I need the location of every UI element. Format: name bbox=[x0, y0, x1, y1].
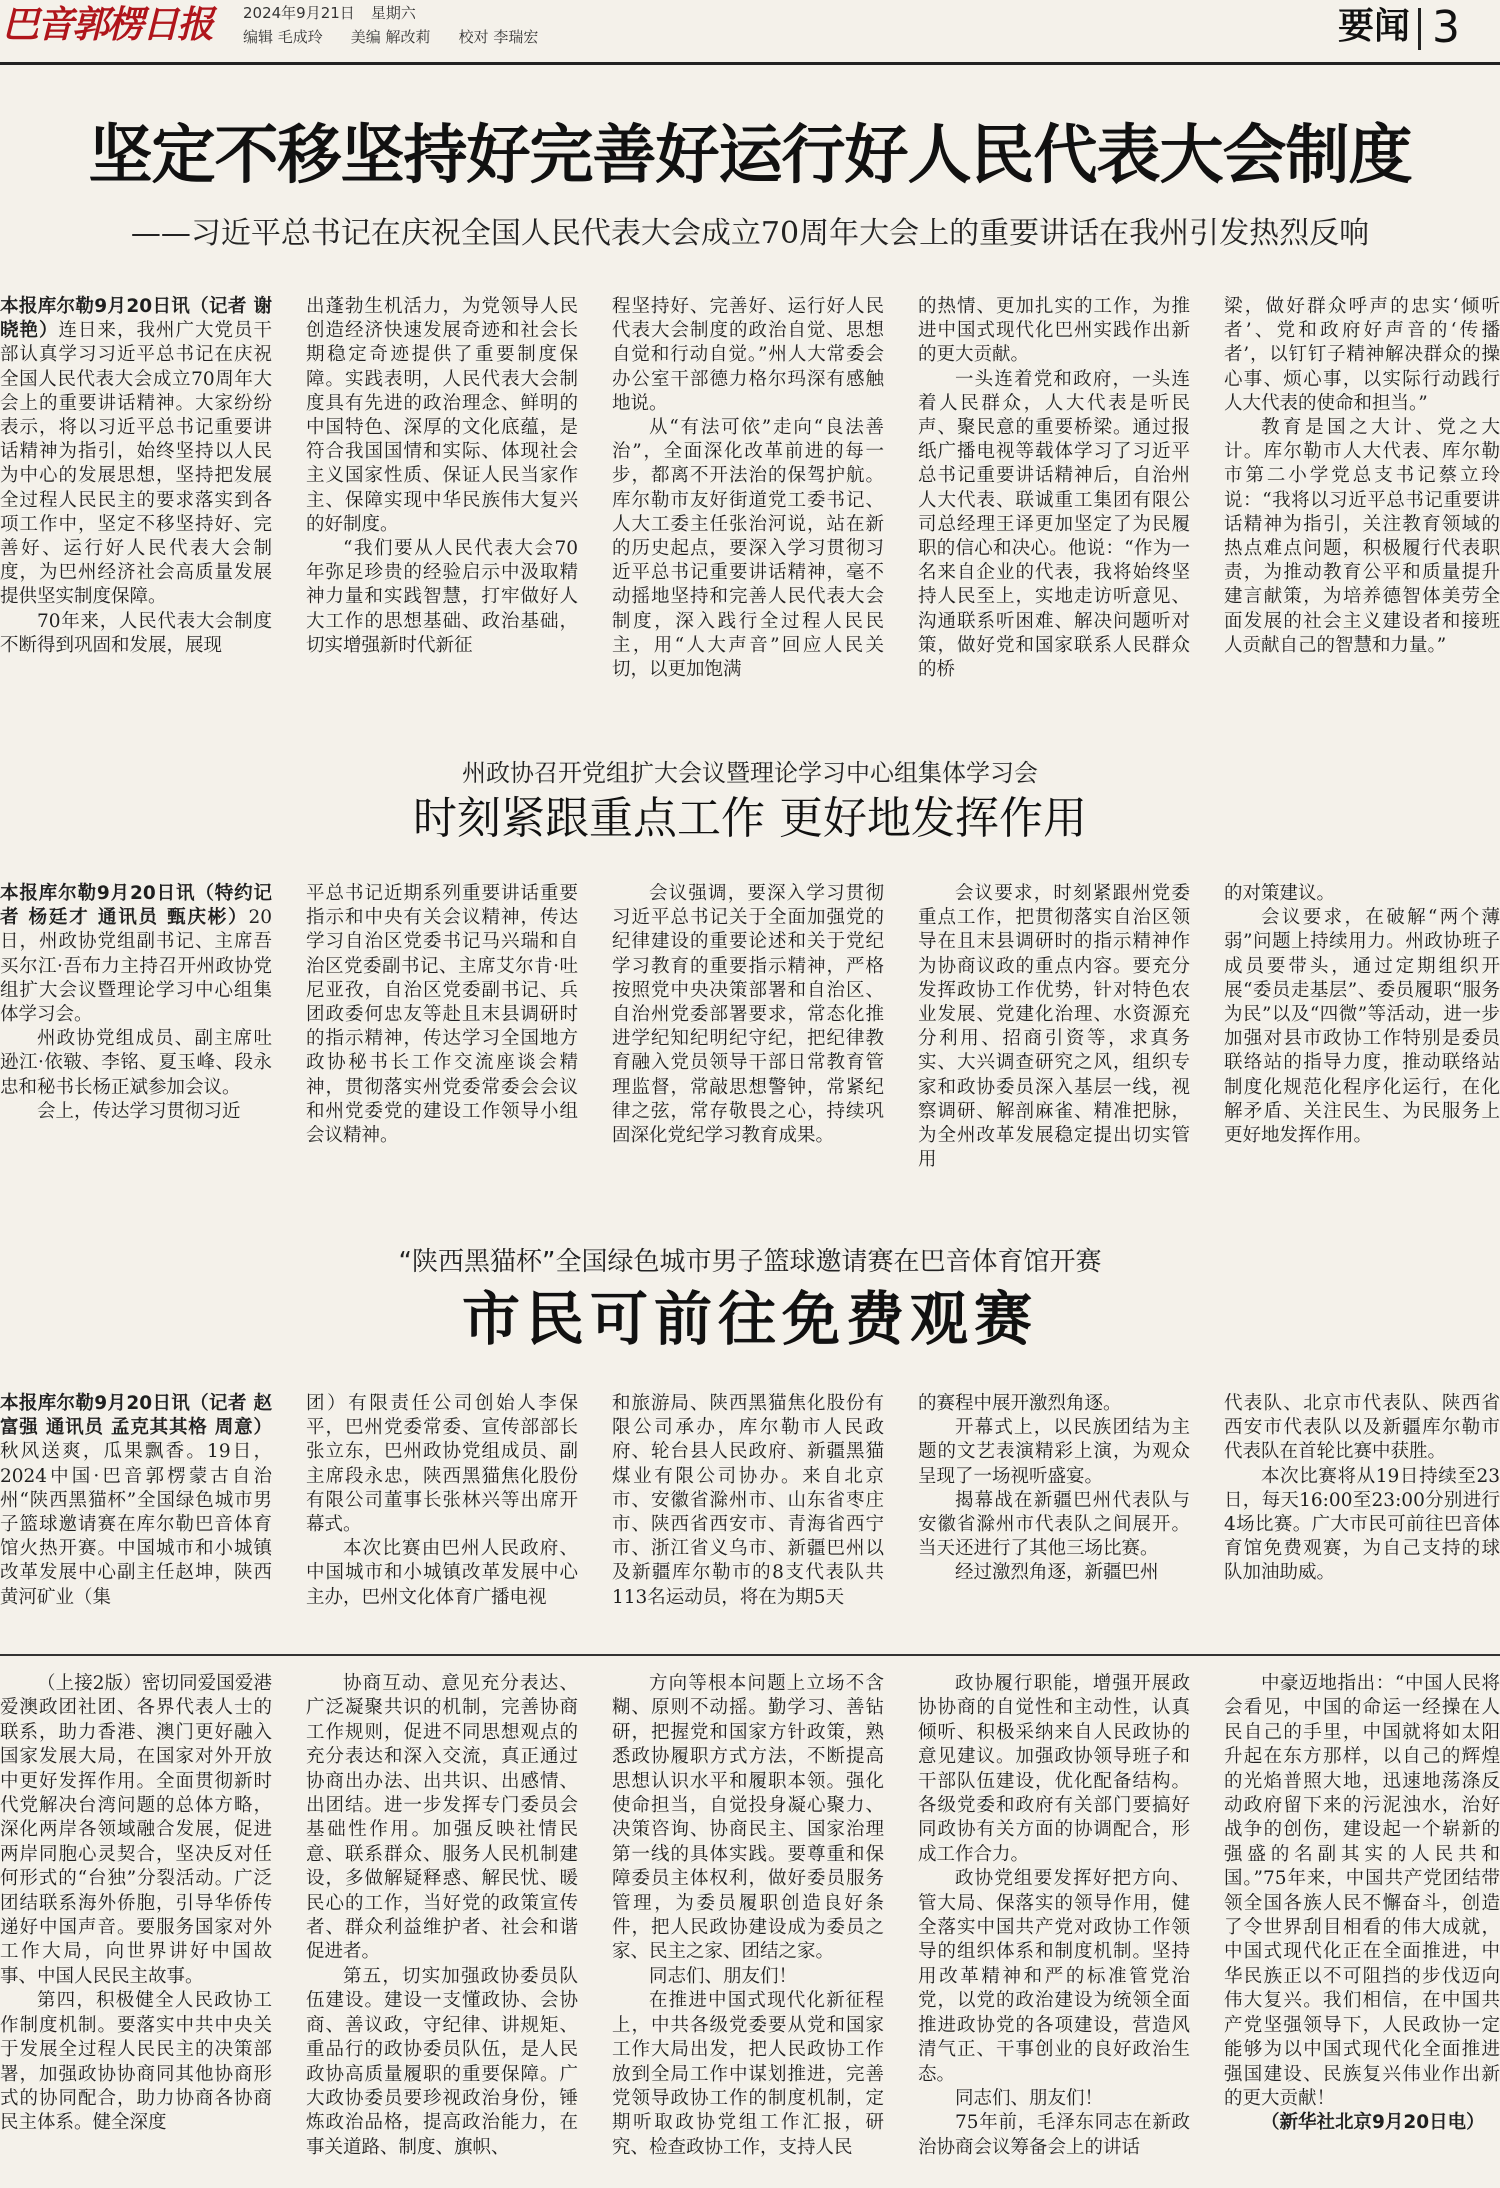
paragraph-text: 揭幕战在新疆巴州代表队与安徽省滁州市代表队之间展开。当天还进行了其他三场比赛。 bbox=[918, 1489, 1190, 1560]
paragraph bbox=[1224, 882, 1500, 906]
paragraph-text: 的对策建议。 bbox=[1224, 883, 1336, 904]
paragraph-text: 从“有法可依”走向“良法善治”，全面深化改革前进的每一步，都离不开法治的保驾护航。库尔勒市友好街道党工委书记、人大工委主任张治河说，站在新的历史起点，要深入学习贯彻习近平总书记重要讲话精神，毫不动摇地坚持和完善人民代表大会制度，深入践行全过程人民民主，用“人大声音”回应人民关切，以更加饱满 bbox=[612, 417, 884, 681]
paragraph-text: 州政协党组成员、副主席吐逊江·依皲、李铭、夏玉峰、段永忠和秘书长杨正斌参加会议。 bbox=[0, 1028, 272, 1098]
paragraph bbox=[1224, 2111, 1500, 2135]
article4-column-3 bbox=[612, 1672, 884, 2186]
article1-headline: 坚定不移坚持好完善好运行好人民代表大会制度 bbox=[88, 119, 1412, 193]
paragraph bbox=[1224, 416, 1500, 658]
article1-column-2 bbox=[306, 295, 578, 715]
paragraph bbox=[612, 1672, 884, 1965]
paragraph bbox=[918, 1672, 1190, 1867]
paragraph bbox=[612, 295, 884, 416]
paragraph bbox=[0, 610, 272, 658]
paragraph bbox=[306, 537, 578, 658]
paragraph bbox=[1224, 1672, 1500, 2111]
paragraph-text: 中豪迈地指出：“中国人民将会看见，中国的命运一经操在人民自己的手里，中国就将如太阳升起在东方那样，以自己的辉煌的光焰普照大地，迅速地荡涤反动政府留下来的污泥浊水，治好战争的创伤，建设起一个崭新的强盛的名副其实的人民共和国。”75年来，中国共产党团结带领全国各族人民不懈奋斗，创造了令世界刮目相看的伟大成就，中国式现代化正在全面推进，中华民族正以不可阻挡的步伐迈向伟大复兴。我们相信，在中国共产党坚强领导下，人民政协一定能够为以中国式现代化全面推进强国建设、民族复兴伟业作出新的更大贡献！ bbox=[1224, 1673, 1500, 2109]
paragraph-text: 政协履行职能，增强开展政协协商的自觉性和主动性，认真倾听、积极采纳来自人民政协的意见建议。加强政协领导班子和干部队伍建设，优化配备结构。各级党委和政府有关部门要搞好同政协有关方面的协调配合，形成工作合力。 bbox=[918, 1673, 1190, 1865]
paragraph-text: 同志们、朋友们！ bbox=[955, 2087, 1104, 2109]
article3-column-5 bbox=[1224, 1392, 1500, 1632]
paragraph-text: 在推进中国式现代化新征程上，中共各级党委要从党和国家工作大局出发，把人民政协工作放到全局工作中谋划推进，完善党领导政协工作的制度机制，定期听取政协党组工作汇报，研究、检查政协工作，支持人民 bbox=[612, 1990, 884, 2158]
paragraph-text: 团）有限责任公司创始人李保平，巴州党委常委、宣传部部长张立东，巴州政协党组成员、副主席段永忠，陕西黑猫焦化股份有限公司董事长张林兴等出席开幕式。 bbox=[306, 1393, 578, 1536]
paragraph-text: 平总书记近期系列重要讲话重要指示和中央有关会议精神，传达学习自治区党委书记马兴瑞和自治区党委副书记、主席艾尔肯·吐尼亚孜，自治区党委副书记、兵团政委何忠友等赴且末县调研时的指示精神，传达学习全国地方政协秘书长工作交流座谈会精神，贯彻落实州党委常委会会议和州党委党的建设工作领导小组会议精神。 bbox=[306, 883, 578, 1147]
paragraph-text: 会议要求，在破解“两个薄弱”问题上持续用力。州政协班子成员要带头，通过定期组织开展“委员走基层”、委员履职“服务为民”以及“四微”等活动，进一步加强对县市政协工作特别是委员联络站的指导力度，推动联络站制度化规范化程序化运行，在化解矛盾、关注民生、为民服务上更好地发挥作用。 bbox=[1224, 907, 1500, 1147]
dateline: 本报库尔勒9月20日讯（记者 谢晓艳） bbox=[0, 296, 272, 342]
paragraph bbox=[0, 295, 272, 610]
paragraph-text: 代表队、北京市代表队、陕西省西安市代表队以及新疆库尔勒市代表队在首轮比赛中获胜。 bbox=[1224, 1393, 1500, 1463]
paragraph bbox=[918, 295, 1190, 368]
paragraph-text: 协商互动、意见充分表达、广泛凝聚共识的机制，完善协商工作规则，促进不同思想观点的充分表达和深入交流，真正通过协商出办法、出共识、出感情、出团结。进一步发挥专门委员会基础性作用。加强反映社情民意、联系群众、服务人民机制建设，多做解疑释惑、解民忧、暖民心的工作，当好党的政策宣传者、群众利益维护者、社会和谐促进者。 bbox=[306, 1673, 578, 1963]
paragraph-text: 70年来，人民代表大会制度不断得到巩固和发展，展现 bbox=[0, 610, 272, 656]
article4-column-4 bbox=[918, 1672, 1190, 2186]
article1-subheadline: ——习近平总书记在庆祝全国人民代表大会成立70周年大会上的重要讲话在我州引发热烈反响 bbox=[130, 216, 1370, 251]
paragraph bbox=[1224, 1392, 1500, 1465]
paragraph bbox=[918, 1489, 1190, 1562]
paragraph-text: 会议要求，时刻紧跟州党委重点工作，把贯彻落实自治区领导在且末县调研时的指示精神作为协商议政的重点内容。要充分发挥政协工作优势，针对特色农业发展、党建化治理、水资源充分利用、招商引资等，求真务实、大兴调查研究之风，组织专家和政协委员深入基层一线，视察调研、解剖麻雀、精准把脉，为全州改革发展稳定提出切实管用 bbox=[918, 883, 1190, 1171]
paragraph-text: 的热情、更加扎实的工作，为推进中国式现代化巴州实践作出新的更大贡献。 bbox=[918, 296, 1190, 366]
paragraph-text: 出蓬勃生机活力，为党领导人民创造经济快速发展奇迹和社会长期稳定奇迹提供了重要制度保障。实践表明，人民代表大会制度具有先进的政治理念、鲜明的中国特色、深厚的文化底蕴，是符合我国国情和实际、体现社会主义国家性质、保证人民当家作主、保障实现中华民族伟大复兴的好制度。 bbox=[306, 296, 578, 535]
paragraph-text: 本次比赛由巴州人民政府、中国城市和小城镇改革发展中心主办，巴州文化体育广播电视 bbox=[306, 1538, 578, 1608]
paragraph-text: 方向等根本问题上立场不含糊、原则不动摇。勤学习、善钻研，把握党和国家方针政策，熟悉政协履职方式方法，不断提高思想认识水平和履职本领。强化使命担当，自觉投身凝心聚力、决策咨询、协商民主、国家治理第一线的具体实践。要尊重和保障委员主体权利，做好委员服务管理，为委员履职创造良好条件，把人民政协建设成为委员之家、民主之家、团结之家。 bbox=[612, 1673, 884, 1963]
paragraph bbox=[612, 416, 884, 682]
article3-kicker: “陕西黑猫杯”全国绿色城市男子篮球邀请赛在巴音体育馆开赛 bbox=[398, 1247, 1102, 1277]
proofreader-credit: 校对 李瑞宏 bbox=[458, 28, 539, 46]
paragraph-text: 程坚持好、完善好、运行好人民代表大会制度的政治自觉、思想自觉和行动自觉。”州人大常委会办公室干部德力格尔玛深有感触地说。 bbox=[612, 296, 884, 414]
paragraph-text: 梁，做好群众呼声的忠实‘倾听者’、党和政府好声音的‘传播者’，以钉钉子精神解决群众的操心事、烦心事，以实际行动践行人大代表的使命和担当。” bbox=[1224, 296, 1500, 414]
paragraph bbox=[918, 1416, 1190, 1489]
dateline: 本报库尔勒9月20日讯（记者 赵富强 通讯员 孟克其其格 周意） bbox=[0, 1393, 272, 1439]
paragraph-text: 第五，切实加强政协委员队伍建设。建设一支懂政协、会协商、善议政，守纪律、讲规矩、重品行的政协委员队伍，是人民政协高质量履职的重要保障。广大政协委员要珍视政治身份，锤炼政治品格，提高政治能力，在事关道路、制度、旗帜、 bbox=[306, 1965, 578, 2158]
section-label: 要闻 bbox=[1337, 6, 1410, 47]
paragraph-text: （上接2版）密切同爱国爱港爱澳政团社团、各界代表人士的联系，助力香港、澳门更好融入国家发展大局，在国家对外开放中更好发挥作用。全面贯彻新时代党解决台湾问题的总体方略，深化两岸各领域融合发展，促进两岸同胞心灵契合，坚决反对任何形式的“台独”分裂活动。广泛团结联系海外侨胞，引导华侨传递好中国声音。要服务国家对外工作大局，向世界讲好中国故事、中国人民民主故事。 bbox=[0, 1673, 272, 1987]
paragraph-text: 本次比赛将从19日持续至23日，每天16:00至23:00分别进行4场比赛。广大市民可前往巴音体育馆免费观赛，为自己支持的球队加油助威。 bbox=[1224, 1465, 1500, 1584]
paragraph bbox=[1224, 906, 1500, 1148]
editor-credit: 编辑 毛成玲 bbox=[243, 28, 323, 46]
paragraph-text: 的赛程中展开激烈角逐。 bbox=[918, 1393, 1122, 1414]
paragraph bbox=[0, 1027, 272, 1100]
paragraph bbox=[918, 882, 1190, 1172]
paragraph-text: （新华社北京9月20日电） bbox=[1261, 2112, 1485, 2134]
paragraph bbox=[918, 1867, 1190, 2087]
paragraph-text: 连日来，我州广大党员干部认真学习习近平总书记在庆祝全国人民代表大会成立70周年大会上的重要讲话精神。大家纷纷表示，将以习近平总书记重要讲话精神为指引，始终坚持以人民为中心的发展思想，坚持把发展全过程人民民主的要求落实到各项工作中，坚定不移坚持好、完善好、运行好人民代表大会制度，为巴州经济社会高质量发展提供坚实制度保障。 bbox=[0, 320, 272, 608]
page-number: 3 bbox=[1432, 2, 1460, 53]
paragraph-text: 同志们、朋友们！ bbox=[649, 1965, 798, 1987]
article1-column-1 bbox=[0, 295, 272, 715]
paragraph-text: 和旅游局、陕西黑猫焦化股份有限公司承办，库尔勒市人民政府、轮台县人民政府、新疆黑猫煤业有限公司协办。来自北京市、安徽省滁州市、山东省枣庄市、陕西省西安市、青海省西宁市、浙江省义乌市、新疆巴州以及新疆库尔勒市的8支代表队共113名运动员，将在为期5天 bbox=[612, 1393, 884, 1608]
paragraph-text: 一头连着党和政府，一头连着人民群众，人大代表是听民声、聚民意的重要桥梁。通过报纸广播电视等载体学习了习近平总书记重要讲话精神后，自治州人大代表、联诚重工集团有限公司总经理王译更加坚定了为民履职的信心和决心。他说：“作为一名来自企业的代表，我将始终坚持人民至上，实地走访听意见、沟通联系听困难、解决问题听对策，做好党和国家联系人民群众的桥 bbox=[918, 368, 1190, 681]
article2-column-1 bbox=[0, 882, 272, 1194]
masthead-rule bbox=[0, 62, 1500, 65]
article3-column-1 bbox=[0, 1392, 272, 1632]
paragraph-text: 开幕式上，以民族团结为主题的文艺表演精彩上演，为观众呈现了一场视听盛宴。 bbox=[918, 1417, 1190, 1487]
paragraph bbox=[612, 1989, 884, 2160]
article2-kicker: 州政协召开党组扩大会议暨理论学习中心组集体学习会 bbox=[462, 759, 1038, 787]
paragraph-text: 政协党组要发挥好把方向、管大局、保落实的领导作用，健全落实中国共产党对政协工作领导的组织体系和制度机制。坚持用改革精神和严的标准管党治党，以党的政治建设为统领全面推进政协党的各项建设，营造风清气正、干事创业的良好政治生态。 bbox=[918, 1868, 1190, 2085]
paragraph bbox=[918, 1561, 1190, 1585]
paragraph-text: 秋风送爽，瓜果飘香。19日，2024中国·巴音郭楞蒙古自治州“陕西黑猫杯”全国绿色城市男子篮球邀请赛在库尔勒巴音体育馆火热开赛。中国城市和小城镇改革发展中心副主任赵坤，陕西黄河矿业（集 bbox=[0, 1441, 272, 1608]
paragraph-text: 会上，传达学习贯彻习近 bbox=[37, 1100, 241, 1122]
paragraph-text: 20日，州政协党组副书记、主席吾买尔江·吾布力主持召开州政协党组扩大会议暨理论学习中心组集体学习会。 bbox=[0, 907, 272, 1026]
article2-column-2 bbox=[306, 882, 578, 1194]
article2-column-4 bbox=[918, 882, 1190, 1194]
paragraph bbox=[306, 1392, 578, 1537]
article4-column-5 bbox=[1224, 1672, 1500, 2186]
article4-column-2 bbox=[306, 1672, 578, 2186]
paragraph-text: 第四，积极健全人民政协工作制度机制。要落实中共中央关于发展全过程人民民主的决策部署，加强政协协商同其他协商形式的协同配合，助力协商各协商民主体系。健全深度 bbox=[0, 1990, 272, 2134]
paragraph bbox=[612, 1392, 884, 1610]
paragraph bbox=[918, 368, 1190, 683]
article1-column-5 bbox=[1224, 295, 1500, 715]
paragraph bbox=[1224, 1465, 1500, 1586]
paragraph bbox=[306, 295, 578, 537]
paragraph bbox=[0, 882, 272, 1027]
section-separator-rule bbox=[0, 1654, 1500, 1656]
paragraph bbox=[306, 1537, 578, 1610]
article3-column-3 bbox=[612, 1392, 884, 1632]
article3-column-2 bbox=[306, 1392, 578, 1632]
paragraph-text: 经过激烈角逐，新疆巴州 bbox=[955, 1562, 1159, 1584]
issue-weekday: 星期六 bbox=[370, 4, 416, 22]
masthead bbox=[0, 0, 1500, 62]
paragraph bbox=[0, 1100, 272, 1124]
article1-column-4 bbox=[918, 295, 1190, 715]
paragraph bbox=[918, 2111, 1190, 2160]
paragraph-text: 教育是国之大计、党之大计。库尔勒市人大代表、库尔勒市第二小学党总支书记蔡立玲说：“我将以习近平总书记重要讲话精神为指引，关注教育领域的热点难点问题，积极履行代表职责，为推动教育公平和质量提升建言献策，为培养德智体美劳全面发展的社会主义建设者和接班人贡献自己的智慧和力量。” bbox=[1224, 417, 1500, 656]
paragraph bbox=[918, 2087, 1190, 2111]
dateline: 本报库尔勒9月20日讯（特约记者 杨廷才 通讯员 甄庆彬） bbox=[0, 883, 272, 929]
section-divider bbox=[1418, 8, 1421, 50]
date-line bbox=[243, 2, 432, 23]
article2-column-3 bbox=[612, 882, 884, 1194]
paragraph-text: 75年前，毛泽东同志在新政治协商会议筹备会上的讲话 bbox=[918, 2112, 1190, 2158]
article2-headline: 时刻紧跟重点工作 更好地发挥作用 bbox=[413, 793, 1087, 844]
article4-column-1 bbox=[0, 1672, 272, 2186]
article3-headline: 市民可前往免费观赛 bbox=[461, 1285, 1038, 1353]
paragraph bbox=[306, 1965, 578, 2160]
paragraph bbox=[1224, 295, 1500, 416]
paragraph bbox=[612, 882, 884, 1148]
paragraph bbox=[918, 1392, 1190, 1416]
issue-date: 2024年9月21日 bbox=[243, 4, 355, 22]
paragraph bbox=[612, 1965, 884, 1989]
article3-column-4 bbox=[918, 1392, 1190, 1632]
paper-name-logo: 巴音郭楞日报 bbox=[2, 2, 212, 46]
paragraph-text: “我们要从人民代表大会70年弥足珍贵的经验启示中汲取精神力量和实践智慧，打牢做好人大工作的思想基础、政治基础，切实增强新时代新征 bbox=[306, 538, 578, 656]
paragraph-text: 会议强调，要深入学习贯彻习近平总书记关于全面加强党的纪律建设的重要论述和关于党纪学习教育的重要指示精神，严格按照党中央决策部署和自治区、自治州党委部署要求，常态化推进学纪知纪明纪守纪，把纪律教育融入党员领导干部日常教育管理监督，常敲思想警钟，常紧纪律之弦，常存敬畏之心，持续巩固深化党纪学习教育成果。 bbox=[612, 883, 884, 1147]
paragraph bbox=[0, 1989, 272, 2135]
paragraph bbox=[0, 1392, 272, 1610]
article2-column-5 bbox=[1224, 882, 1500, 1194]
paragraph bbox=[306, 882, 578, 1148]
designer-credit: 美编 解改莉 bbox=[350, 28, 431, 46]
staff-line bbox=[243, 26, 566, 47]
article1-column-3 bbox=[612, 295, 884, 715]
paragraph bbox=[0, 1672, 272, 1989]
paragraph bbox=[306, 1672, 578, 1965]
